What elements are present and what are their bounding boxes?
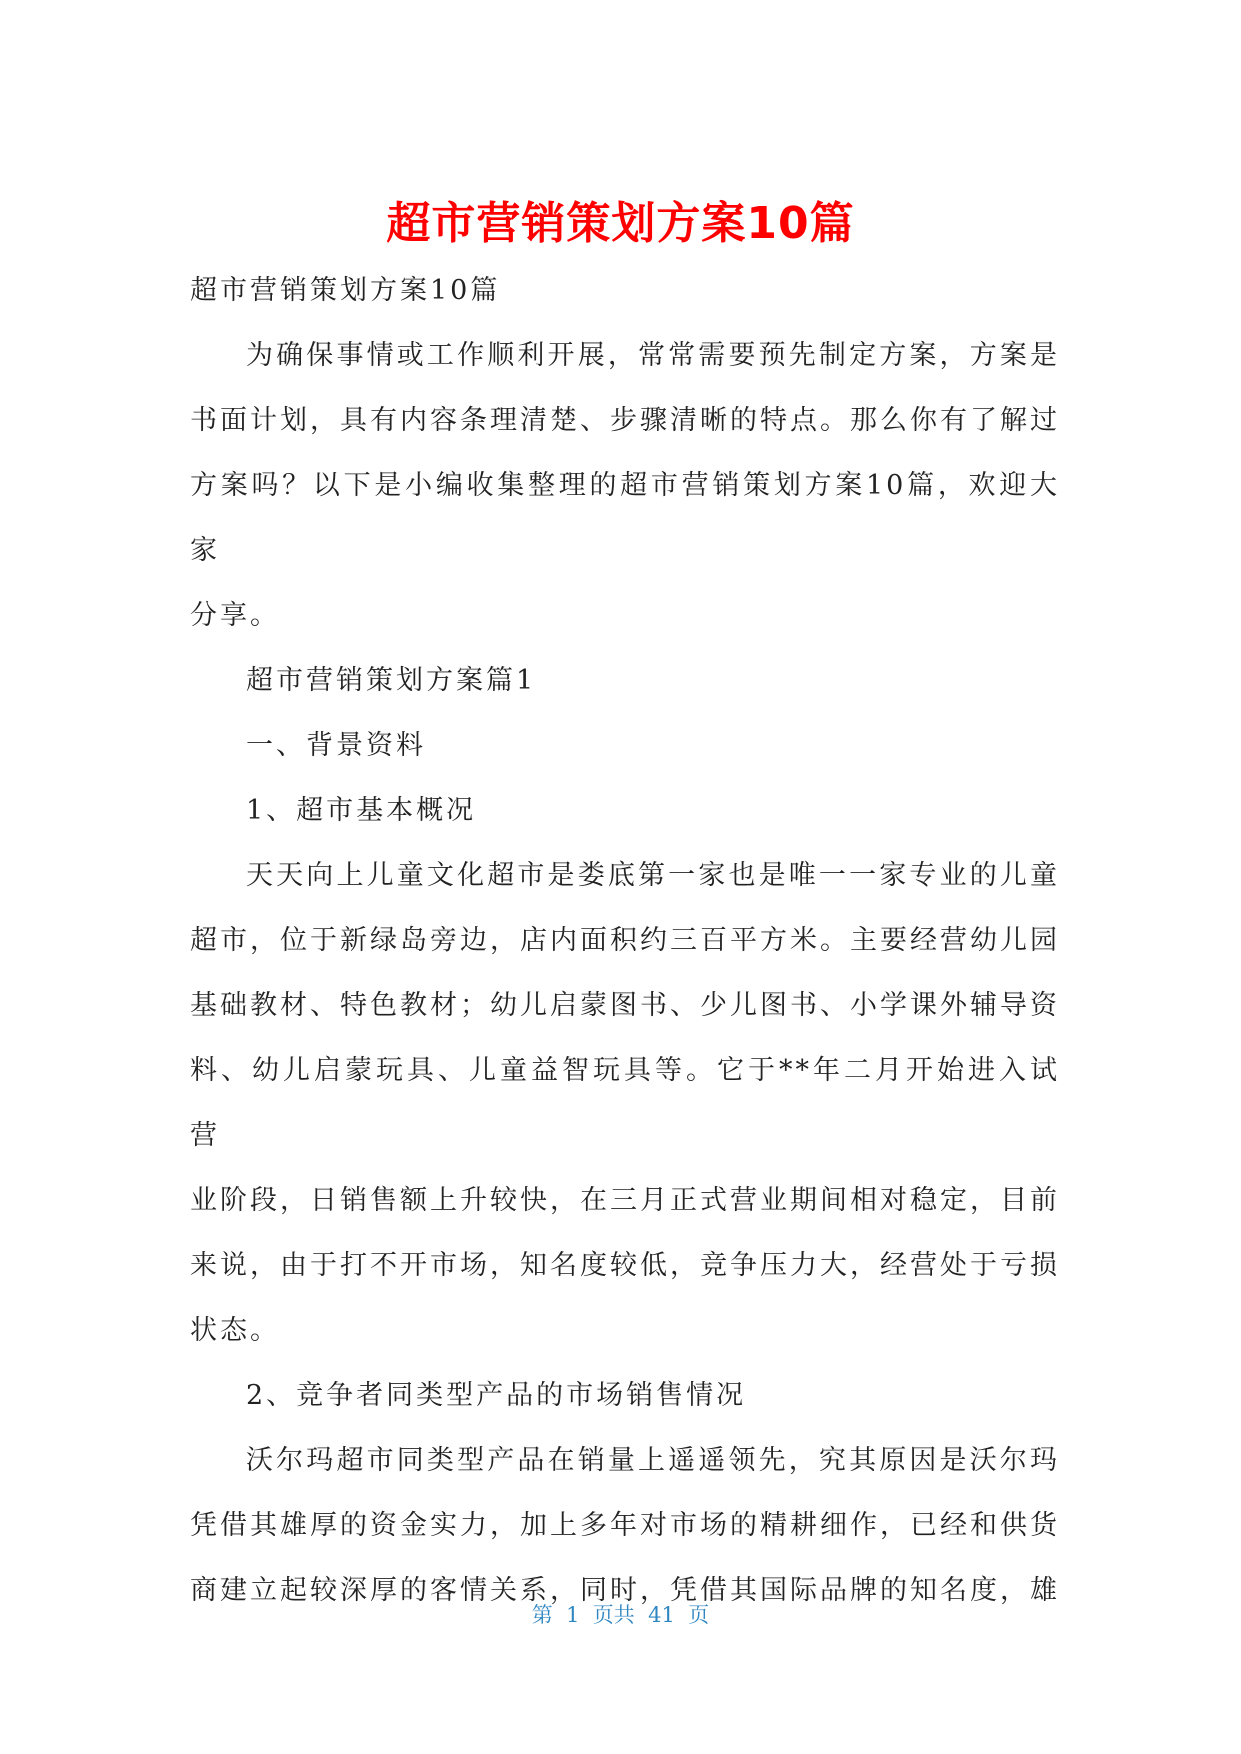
document-title: 超市营销策划方案10篇 <box>386 198 855 249</box>
body-line: 凭借其雄厚的资金实力，加上多年对市场的精耕细作，已经和供货 <box>190 1510 1060 1541</box>
body-line: 分享。 <box>190 600 280 631</box>
body-line: 来说，由于打不开市场，知名度较低，竞争压力大，经营处于亏损 <box>190 1250 1060 1281</box>
body-line: 1、超市基本概况 <box>246 795 477 826</box>
body-line: 商建立起较深厚的客情关系，同时，凭借其国际品牌的知名度，雄 <box>190 1575 1060 1606</box>
body-line: 天天向上儿童文化超市是娄底第一家也是唯一一家专业的儿童 <box>246 860 1060 891</box>
body-line: 超市，位于新绿岛旁边，店内面积约三百平方米。主要经营幼儿园 <box>190 925 1060 956</box>
body-line: 料、幼儿启蒙玩具、儿童益智玩具等。它于**年二月开始进入试营 <box>190 1055 1060 1151</box>
body-line: 书面计划，具有内容条理清楚、步骤清晰的特点。那么你有了解过 <box>190 405 1060 436</box>
body-line: 超市营销策划方案10篇 <box>190 275 501 306</box>
body-line: 沃尔玛超市同类型产品在销量上遥遥领先，究其原因是沃尔玛 <box>246 1445 1060 1476</box>
body-line: 一、背景资料 <box>246 730 426 761</box>
body-line: 超市营销策划方案篇1 <box>246 665 537 696</box>
body-line: 方案吗？以下是小编收集整理的超市营销策划方案10篇，欢迎大家 <box>190 470 1060 566</box>
page-footer: 第 1 页共 41 页 <box>531 1603 710 1627</box>
body-line: 业阶段，日销售额上升较快，在三月正式营业期间相对稳定，目前 <box>190 1185 1060 1216</box>
body-line: 基础教材、特色教材；幼儿启蒙图书、少儿图书、小学课外辅导资 <box>190 990 1060 1021</box>
body-line: 为确保事情或工作顺利开展，常常需要预先制定方案，方案是 <box>246 340 1060 371</box>
document-body <box>190 258 1060 1623</box>
body-line: 2、竞争者同类型产品的市场销售情况 <box>246 1380 747 1411</box>
body-line: 状态。 <box>190 1315 280 1346</box>
